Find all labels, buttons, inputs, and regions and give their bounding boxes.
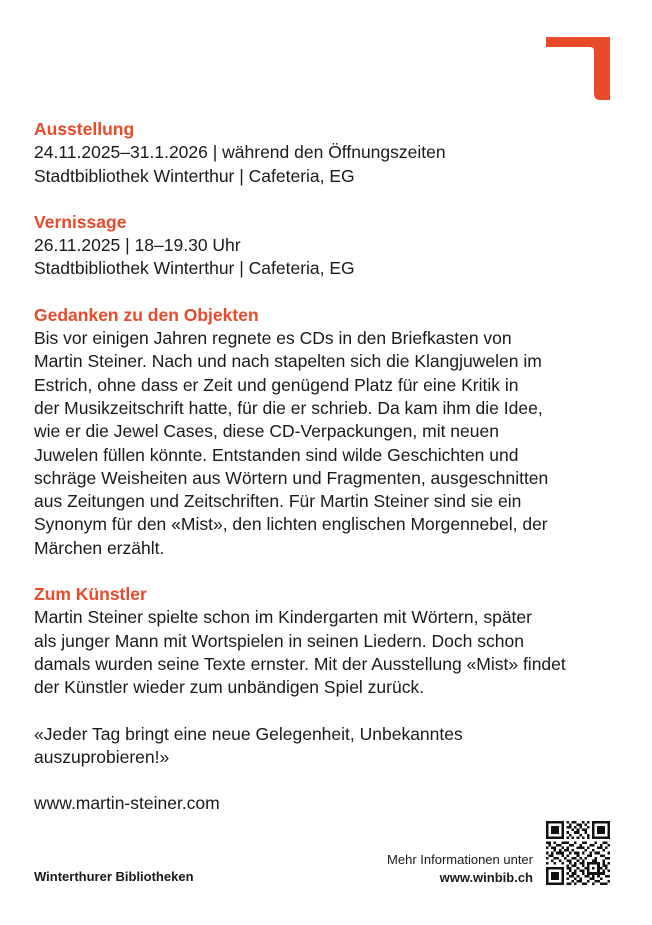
corner-bracket-icon xyxy=(546,37,610,100)
paragraph-line: als junger Mann mit Wortspielen in seinen Liedern. Doch schon xyxy=(34,630,524,651)
more-info-label: Mehr Informationen unter xyxy=(387,852,533,867)
quote-line: auszuprobieren!» xyxy=(34,746,170,767)
paragraph-line: Martin Steiner. Nach und nach stapelten sich die Klangjuwelen im xyxy=(34,351,542,372)
footer-info xyxy=(387,851,533,887)
section-gedanken xyxy=(34,304,624,560)
quote-line: «Jeder Tag bringt eine neue Gelegenheit, Unbekanntes xyxy=(34,723,463,744)
winbib-link[interactable]: www.winbib.ch xyxy=(439,870,533,885)
vernissage-location: Stadtbibliothek Winterthur | Cafeteria, EG xyxy=(34,258,355,279)
paragraph-line: aus Zeitungen und Zeitschriften. Für Martin Steiner sind sie ein xyxy=(34,491,522,512)
heading-kuenstler: Zum Künstler xyxy=(34,584,147,605)
paragraph-line: schräge Weisheiten aus Wörtern und Fragmenten, ausgeschnitten xyxy=(34,467,549,488)
ausstellung-dates: 24.11.2025–31.1.2026 | während den Öffnungszeiten xyxy=(34,142,446,163)
paragraph-line: der Künstler wieder zum unbändigen Spiel zurück. xyxy=(34,677,425,698)
organization-name: Winterthurer Bibliotheken xyxy=(34,869,194,884)
paragraph-line: damals wurden seine Texte ernster. Mit der Ausstellung «Mist» findet xyxy=(34,653,566,674)
heading-gedanken: Gedanken zu den Objekten xyxy=(34,304,259,325)
paragraph-line: Synonym für den «Mist», den lichten englischen Morgennebel, der xyxy=(34,514,548,535)
ausstellung-location: Stadtbibliothek Winterthur | Cafeteria, EG xyxy=(34,165,355,186)
gedanken-paragraph xyxy=(34,327,624,560)
kuenstler-paragraph xyxy=(34,606,624,699)
paragraph-line: der Musikzeitschrift hatte, für die er schrieb. Da kam ihm die Idee, xyxy=(34,397,543,418)
paragraph-line: Martin Steiner spielte schon im Kindergarten mit Wörtern, später xyxy=(34,607,532,628)
paragraph-line: wie er die Jewel Cases, diese CD-Verpackungen, mit neuen xyxy=(34,421,499,442)
qr-code-icon xyxy=(546,821,610,885)
section-kuenstler xyxy=(34,583,624,699)
paragraph-line: Bis vor einigen Jahren regnete es CDs in den Briefkasten von xyxy=(34,328,512,349)
paragraph-line: Juwelen füllen könnte. Entstanden sind wilde Geschichten und xyxy=(34,444,519,465)
section-quote xyxy=(34,723,624,770)
vernissage-date: 26.11.2025 | 18–19.30 Uhr xyxy=(34,235,241,256)
heading-ausstellung: Ausstellung xyxy=(34,119,135,139)
section-website xyxy=(34,792,624,815)
artist-website-link[interactable]: www.martin-steiner.com xyxy=(34,793,220,814)
section-ausstellung xyxy=(34,118,624,188)
paragraph-line: Estrich, ohne dass er Zeit und genügend Platz für eine Kritik in xyxy=(34,374,519,395)
section-vernissage xyxy=(34,211,624,281)
flyer-content xyxy=(34,118,624,838)
heading-vernissage: Vernissage xyxy=(34,211,127,232)
paragraph-line: Märchen erzählt. xyxy=(34,537,165,558)
